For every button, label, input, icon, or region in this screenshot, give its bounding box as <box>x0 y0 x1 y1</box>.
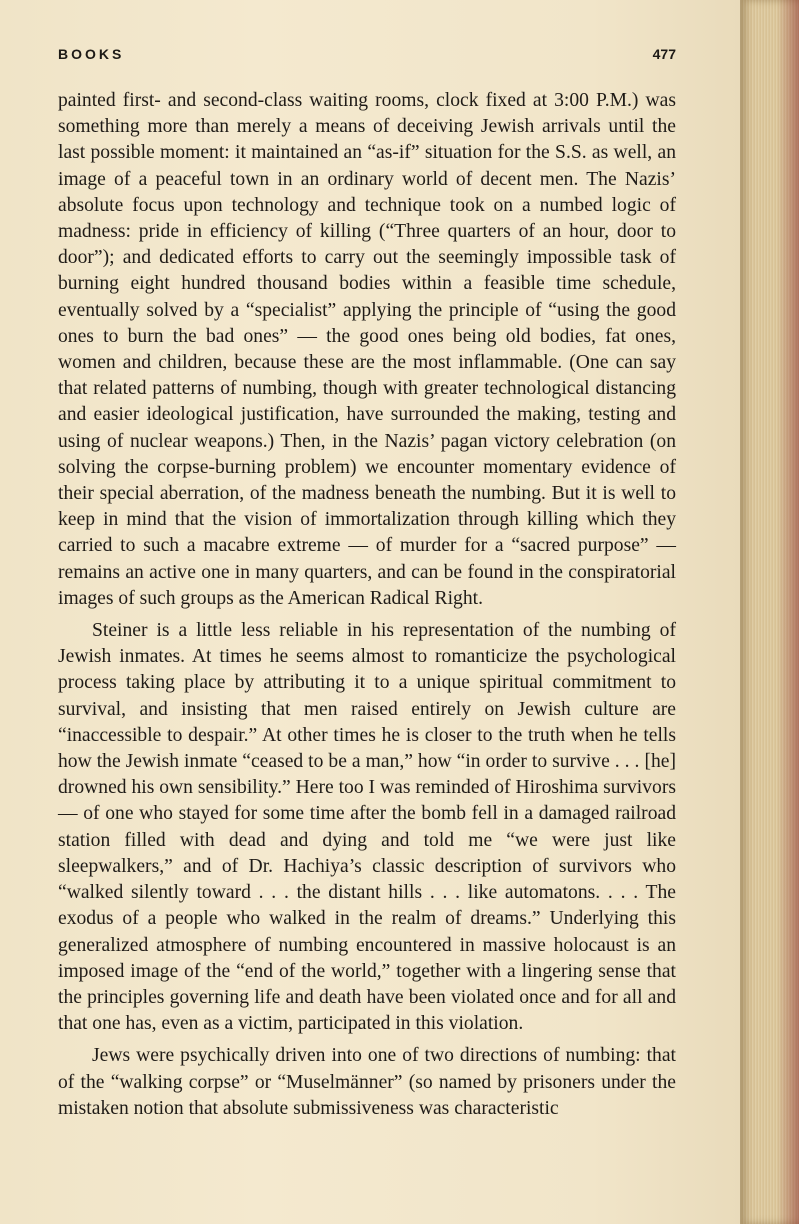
paragraph-3: Jews were psychically driven into one of two directions of numbing: that of the “walking corpse” or “Muselmänner” (so named by prisoners under the mistaken notion that absolute submissiveness was characteristic <box>58 1045 676 1119</box>
section-title: BOOKS <box>58 46 125 62</box>
page-edges <box>740 0 799 1224</box>
paragraph-2: Steiner is a little less reliable in his representation of the numbing of Jewish inmates. At times he seems almost to romanticize the psychological process taking place by attributing it to a unique spiritual commitment to survival, and insisting that men raised entirely on Jewish culture are “inaccessible to despair.” At other times he is closer to the truth when he tells how the Jewish inmate “ceased to be a man,” how “in order to survive . . . [he] drowned his own sensibility.” Here too I was reminded of Hiroshima survivors — of one who stayed for some time after the bomb fell in a damaged railroad station filled with dead and dying and told me “we were just like sleepwalkers,” and of Dr. Hachiya’s classic description of survivors who “walked silently toward . . . the distant hills . . . like automatons. . . . The exodus of a people who walked in the realm of dreams.” Underlying this generalized atmosphere of numbing encountered in massive holocaust is an imposed image of the “end of the world,” together with a lingering sense that the principles governing life and death have been violated once and for all and that one has, even as a victim, participated in this violation. <box>58 620 676 1035</box>
paragraph-1: painted first- and second-class waiting rooms, clock fixed at 3:00 P.M.) was something more than merely a means of deceiving Jewish arrivals until the last possible moment: it maintained an “as-if” situation for the S.S. as well, an image of a peaceful town in an ordinary world of decent men. The Nazis’ absolute focus upon technology and technique took on a numbed logic of madness: pride in efficiency of killing (“Three quarters of an hour, door to door”); and dedicated efforts to carry out the seemingly impossible task of burning eight hundred thousand bodies within a feasible time schedule, eventually solved by a “specialist” applying the principle of “using the good ones to burn the bad ones” — the good ones being old bodies, fat ones, women and children, because these are the most inflammable. (One can say that related patterns of numbing, though with greater technological distancing and easier ideological justification, have surrounded the making, testing and using of nuclear weapons.) Then, in the Nazis’ pagan victory celebration (on solving the corpse-burning problem) we encounter momentary evidence of their special aberration, of the madness beneath the numbing. But it is well to keep in mind that the vision of immortalization through killing which they carried to such a macabre extreme — of murder for a “sacred purpose” — remains an active one in many quarters, and can be found in the conspiratorial images of such groups as the American Radical Right. <box>58 90 676 609</box>
running-head <box>58 46 676 68</box>
page-number: 477 <box>652 46 676 62</box>
body-text <box>58 88 676 1122</box>
